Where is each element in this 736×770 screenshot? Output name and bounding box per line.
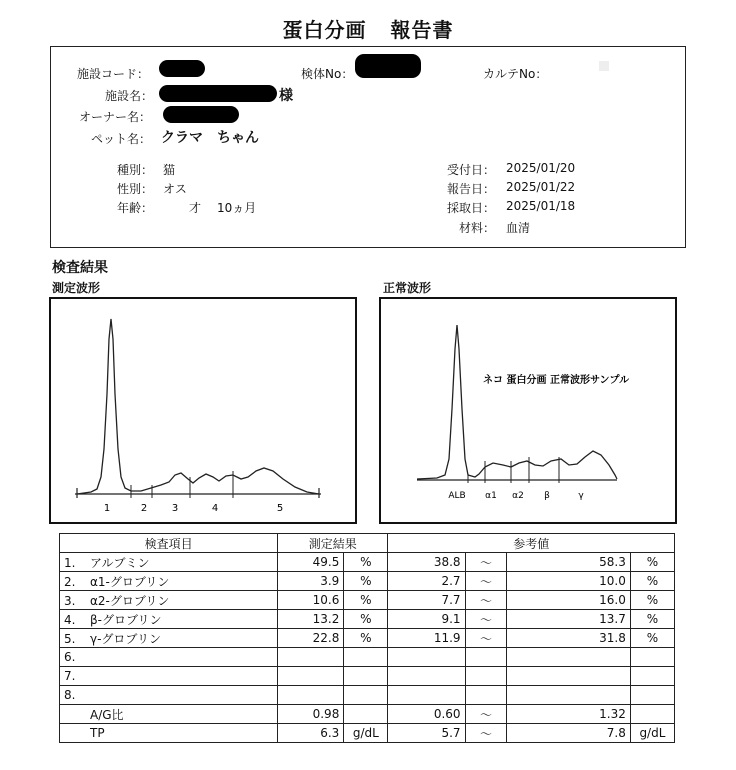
report-title-main: 蛋白分画	[282, 18, 367, 42]
test-item-cell	[60, 648, 278, 667]
age-months: 10ヵ月	[217, 201, 257, 215]
table-row	[60, 572, 675, 591]
reference-unit: %	[630, 591, 674, 610]
sex-label: 性別：	[117, 182, 154, 196]
report-date: 2025/01/22	[506, 180, 576, 194]
reference-range-tilde: ～	[465, 705, 507, 724]
reference-high: 13.7	[507, 610, 630, 629]
result-value: 22.8	[278, 629, 344, 648]
received-date: 2025/01/20	[506, 161, 576, 175]
table-row	[60, 553, 675, 572]
result-unit: g/dL	[344, 724, 388, 743]
reference-unit	[630, 667, 674, 686]
redacted-owner-name	[163, 106, 239, 123]
test-item-name: α1-グロブリン	[90, 574, 170, 589]
result-value: 3.9	[278, 572, 344, 591]
normal-tick-label-alb: ALB	[448, 491, 466, 501]
test-item-cell	[60, 667, 278, 686]
reference-range-tilde: ～	[465, 572, 507, 591]
result-value	[278, 667, 344, 686]
species-label: 種別：	[117, 163, 154, 177]
reference-low: 0.60	[388, 705, 465, 724]
specimen-no-label: 検体No：	[301, 67, 354, 81]
normal-tick-label-alpha2: α2	[512, 491, 524, 501]
owner-name-label: オーナー名：	[79, 110, 152, 124]
results-table	[59, 533, 675, 743]
header-reference: 参考値	[388, 534, 675, 553]
species-value: 猫	[163, 163, 176, 177]
reference-unit: %	[630, 572, 674, 591]
sex-value: オス	[163, 182, 187, 196]
reference-unit	[630, 648, 674, 667]
redacted-facility-name	[159, 85, 277, 102]
normal-waveform-heading: 正常波形	[383, 281, 432, 295]
result-unit: %	[344, 591, 388, 610]
test-item-cell	[60, 553, 278, 572]
collected-date: 2025/01/18	[506, 199, 576, 213]
row-number: 3.	[64, 593, 76, 608]
reference-high: 7.8	[507, 724, 630, 743]
test-item-name: α2-グロブリン	[90, 593, 170, 608]
header-item: 検査項目	[60, 534, 278, 553]
reference-low: 11.9	[388, 629, 465, 648]
measured-waveform-heading: 測定波形	[52, 281, 101, 295]
test-item-cell	[60, 629, 278, 648]
test-item-cell	[60, 686, 278, 705]
reference-unit: %	[630, 629, 674, 648]
measured-waveform-chart	[49, 297, 357, 524]
reference-low	[388, 648, 465, 667]
reference-low: 5.7	[388, 724, 465, 743]
table-row	[60, 591, 675, 610]
row-number: 7.	[64, 669, 76, 683]
result-unit	[344, 705, 388, 724]
table-row	[60, 705, 675, 724]
result-unit	[344, 648, 388, 667]
material-value: 血清	[506, 221, 531, 235]
test-item-cell	[60, 610, 278, 629]
report-date-label: 報告日：	[447, 182, 496, 196]
pet-name: クラマ ちゃん	[161, 130, 259, 146]
collected-date-label: 採取日：	[447, 201, 496, 215]
measured-waveform-svg	[51, 299, 355, 522]
reference-low: 2.7	[388, 572, 465, 591]
result-value: 6.3	[278, 724, 344, 743]
normal-tick-label-gamma: γ	[578, 491, 584, 501]
reference-high: 16.0	[507, 591, 630, 610]
measured-tick-label-5: 5	[276, 503, 284, 514]
table-row	[60, 686, 675, 705]
table-row	[60, 629, 675, 648]
reference-low	[388, 667, 465, 686]
results-heading: 検査結果	[52, 260, 108, 276]
result-unit: %	[344, 572, 388, 591]
result-unit	[344, 667, 388, 686]
test-item-name: アルブミン	[90, 555, 150, 570]
row-number: 4.	[64, 612, 76, 627]
reference-high	[507, 686, 630, 705]
row-number: 8.	[64, 688, 76, 702]
karte-no-value-placeholder	[599, 61, 609, 71]
reference-high: 1.32	[507, 705, 630, 724]
normal-tick-label-beta: β	[544, 491, 550, 501]
reference-unit	[630, 686, 674, 705]
table-row	[60, 610, 675, 629]
redacted-facility-code	[159, 60, 205, 77]
reference-low: 9.1	[388, 610, 465, 629]
header-result: 測定結果	[278, 534, 388, 553]
reference-range-tilde	[465, 686, 507, 705]
reference-range-tilde: ～	[465, 724, 507, 743]
row-number: 2.	[64, 574, 76, 589]
result-unit: %	[344, 629, 388, 648]
test-item-cell	[60, 724, 278, 743]
test-item-name: β-グロブリン	[90, 612, 162, 627]
reference-high: 10.0	[507, 572, 630, 591]
test-item-name: TP	[90, 726, 105, 740]
measured-tick-label-4: 4	[211, 503, 219, 514]
result-value	[278, 686, 344, 705]
normal-waveform-caption: ネコ 蛋白分画 正常波形サンプル	[483, 375, 630, 386]
table-row	[60, 648, 675, 667]
table-row	[60, 724, 675, 743]
result-value: 0.98	[278, 705, 344, 724]
test-item-name: A/G比	[90, 707, 124, 722]
normal-tick-label-alpha1: α1	[485, 491, 497, 501]
reference-range-tilde: ～	[465, 610, 507, 629]
result-value: 13.2	[278, 610, 344, 629]
reference-low: 7.7	[388, 591, 465, 610]
pet-name-label: ペット名：	[91, 132, 152, 146]
reference-low: 38.8	[388, 553, 465, 572]
report-title	[0, 14, 736, 43]
patient-info-box	[50, 46, 686, 248]
table-row	[60, 667, 675, 686]
redacted-specimen-no	[355, 54, 421, 78]
reference-unit	[630, 705, 674, 724]
row-number: 6.	[64, 650, 76, 664]
test-item-name: γ-グロブリン	[90, 631, 161, 646]
reference-unit: g/dL	[630, 724, 674, 743]
test-item-cell	[60, 705, 278, 724]
age-label: 年齢：	[117, 201, 154, 215]
report-title-sub: 報告書	[390, 18, 454, 42]
test-item-cell	[60, 591, 278, 610]
material-label: 材料：	[459, 221, 496, 235]
row-number: 5.	[64, 631, 76, 646]
reference-unit: %	[630, 610, 674, 629]
result-value: 49.5	[278, 553, 344, 572]
normal-waveform-chart	[379, 297, 677, 524]
measured-tick-label-1: 1	[103, 503, 111, 514]
result-unit	[344, 686, 388, 705]
table-header-row	[60, 534, 675, 553]
received-date-label: 受付日：	[447, 163, 496, 177]
measured-waveform-curve	[77, 319, 319, 494]
results-body	[60, 553, 675, 743]
reference-range-tilde	[465, 648, 507, 667]
result-unit: %	[344, 553, 388, 572]
reference-unit: %	[630, 553, 674, 572]
reference-high: 31.8	[507, 629, 630, 648]
test-item-cell	[60, 572, 278, 591]
measured-tick-label-2: 2	[140, 503, 148, 514]
facility-name-suffix: 様	[279, 88, 293, 104]
normal-waveform-curve	[417, 325, 617, 479]
result-value	[278, 648, 344, 667]
reference-high: 58.3	[507, 553, 630, 572]
result-unit: %	[344, 610, 388, 629]
age-years-unit: 才	[189, 201, 202, 215]
reference-range-tilde: ～	[465, 591, 507, 610]
reference-high	[507, 667, 630, 686]
measured-tick-label-3: 3	[171, 503, 179, 514]
reference-high	[507, 648, 630, 667]
normal-waveform-svg	[381, 299, 675, 522]
result-value: 10.6	[278, 591, 344, 610]
facility-code-label: 施設コード：	[77, 67, 150, 81]
reference-range-tilde: ～	[465, 553, 507, 572]
row-number: 1.	[64, 555, 76, 570]
karte-no-label: カルテNo：	[483, 67, 548, 81]
reference-range-tilde: ～	[465, 629, 507, 648]
facility-name-label: 施設名：	[105, 89, 154, 103]
reference-low	[388, 686, 465, 705]
reference-range-tilde	[465, 667, 507, 686]
